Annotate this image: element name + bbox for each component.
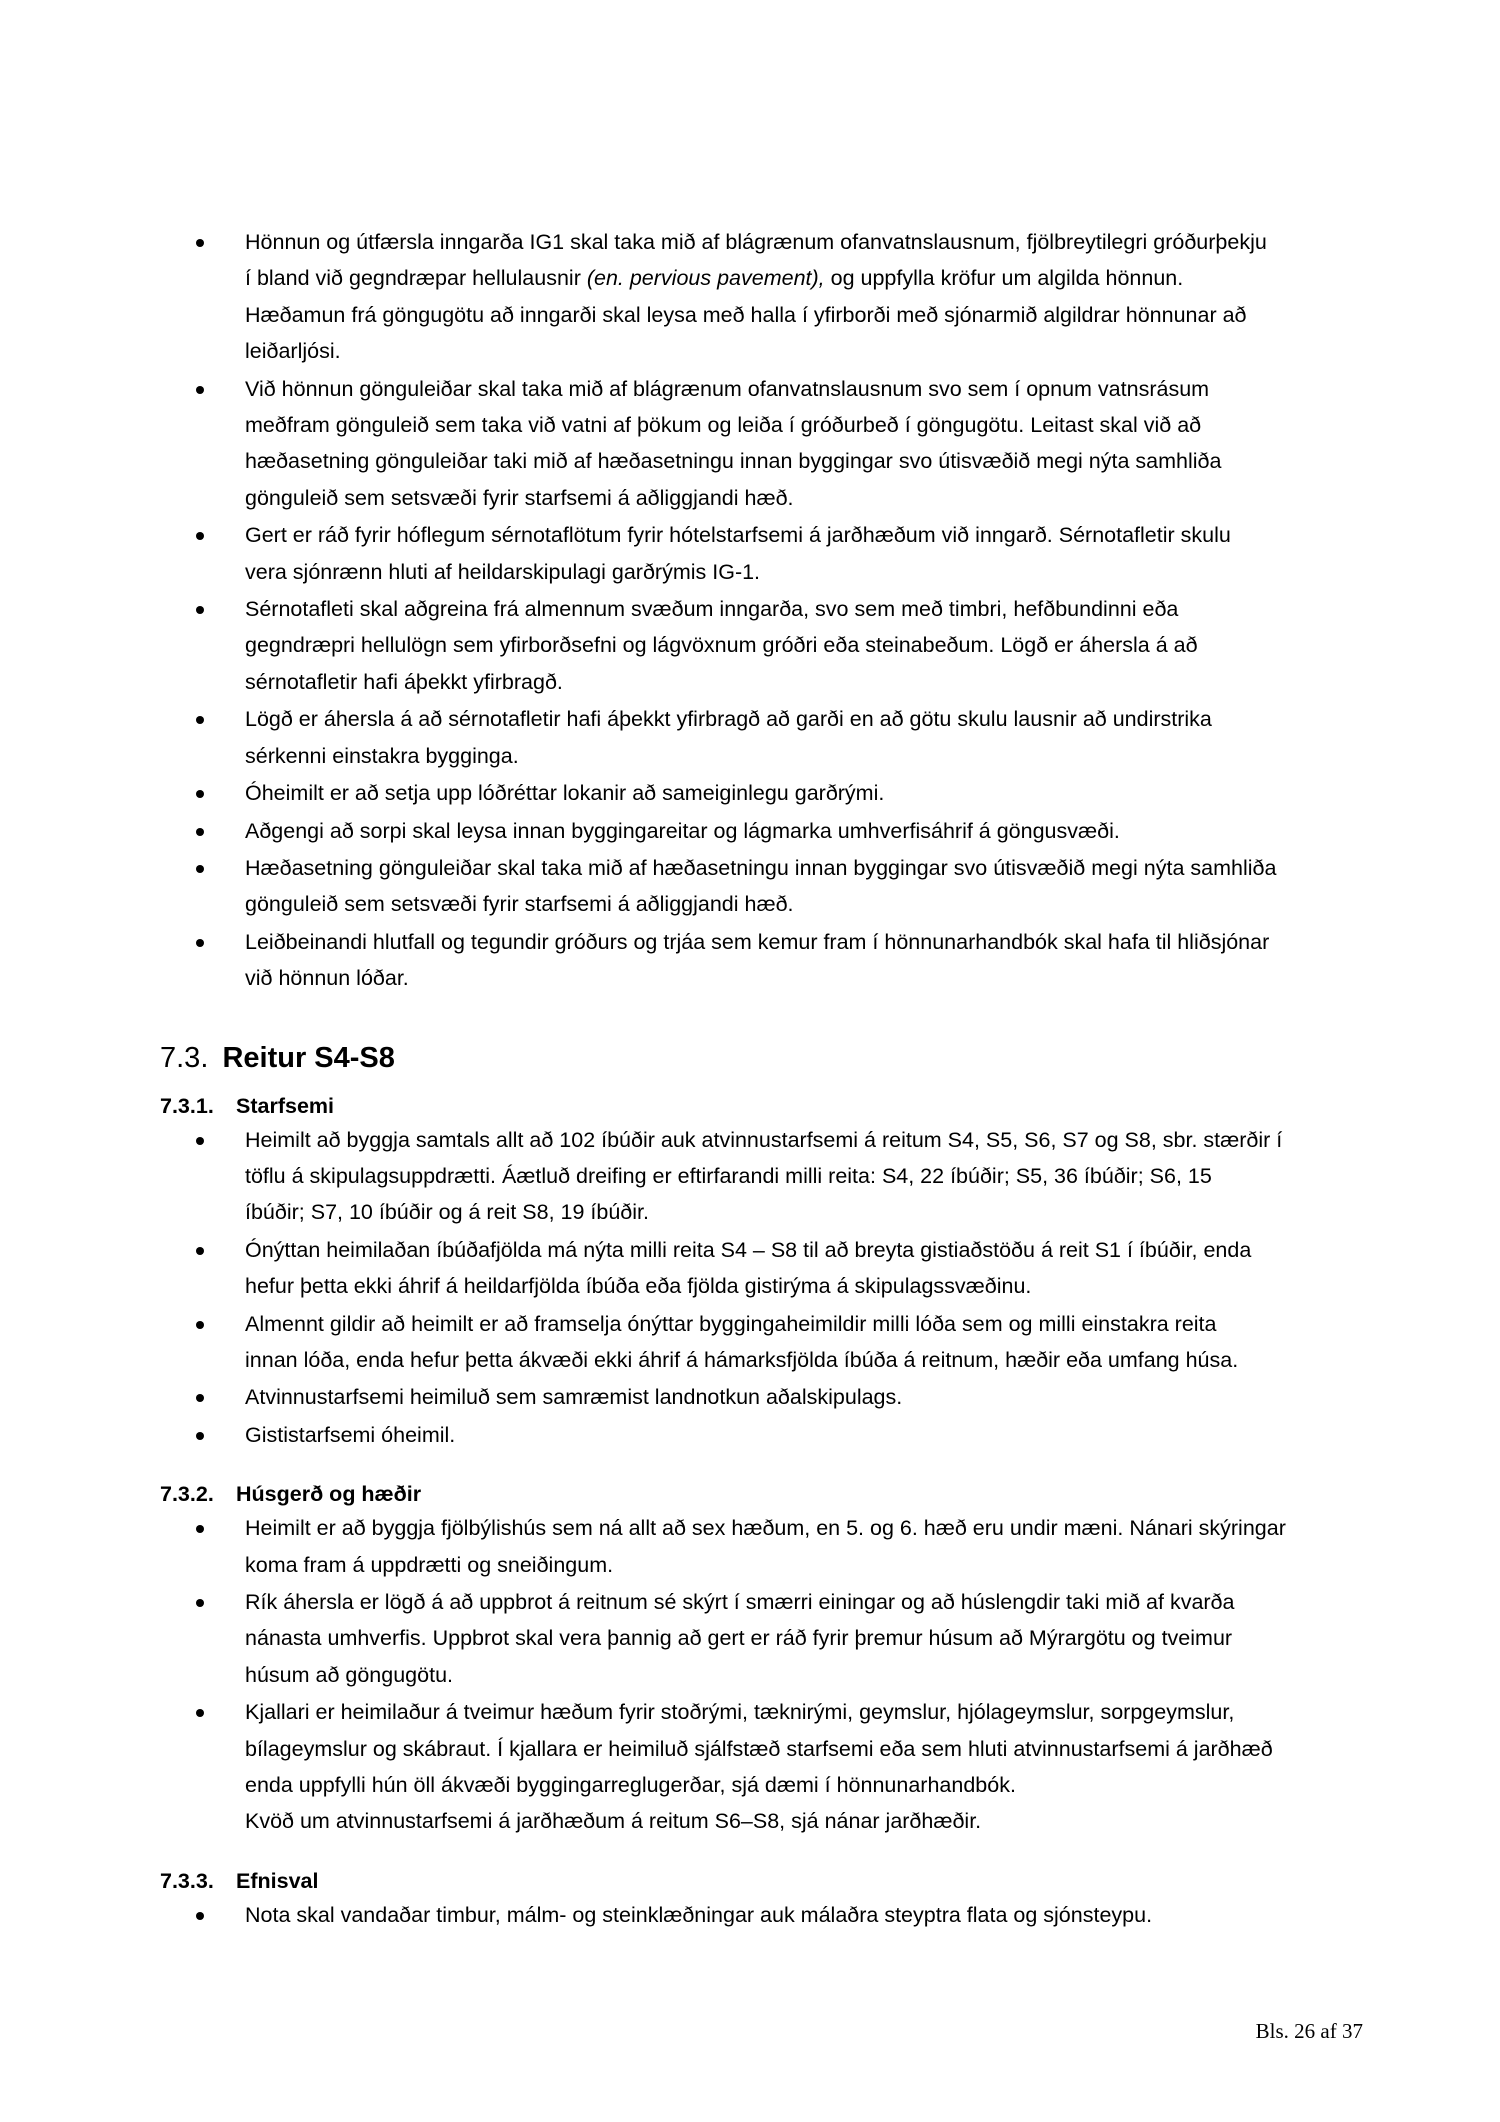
text-segment: Heimilt að byggja samtals allt að 102 íbúðir auk atvinnustarfsemi á reitum S4, S5, S6, S7 og S8, sbr. stærðir í <box>245 1127 1283 1152</box>
bullet-icon <box>196 865 204 873</box>
text-line <box>245 1731 1360 1767</box>
text-segment: koma fram á uppdrætti og sneiðingum. <box>245 1552 614 1577</box>
text-line <box>245 443 1360 479</box>
text-line <box>245 1657 1360 1693</box>
text-segment: við hönnun lóðar. <box>245 966 409 991</box>
bullet-icon <box>196 1599 204 1607</box>
page-content <box>160 224 1360 1934</box>
text-segment: Sérnotafleti skal aðgreina frá almennum svæðum inngarða, svo sem með timbri, hefðbundinni eða <box>245 597 1179 622</box>
bullet-icon <box>196 828 204 836</box>
page-number: Bls. 26 af 37 <box>1255 2019 1363 2043</box>
text-segment: gönguleið sem setsvæði fyrir starfsemi á aðliggjandi hæð. <box>245 485 794 510</box>
text-segment: Kvöð um atvinnustarfsemi á jarðhæðum á reitum S6–S8, sjá nánar jarðhæðir. <box>245 1809 982 1834</box>
text-segment: Aðgengi að sorpi skal leysa innan byggingareitar og lágmarka umhverfisáhrif á göngusvæði. <box>245 818 1120 843</box>
section-heading <box>160 1038 1360 1078</box>
subsection-heading <box>160 1478 1360 1510</box>
text-line <box>245 664 1360 700</box>
text-segment: í bland við gegndræpar hellulausnir <box>245 266 587 291</box>
bullet-icon <box>196 1137 204 1145</box>
text-segment: Hönnun og útfærsla inngarða IG1 skal taka mið af blágrænum ofanvatnslausnum, fjölbreytilegri gróðurþekju <box>245 230 1267 254</box>
text-line <box>245 1767 1360 1803</box>
text-segment: gönguleið sem setsvæði fyrir starfsemi á aðliggjandi hæð. <box>245 892 794 917</box>
text-line <box>245 333 1360 369</box>
text-segment: Gert er ráð fyrir hóflegum sérnotaflötum fyrir hótelstarfsemi á jarðhæðum við inngarð. Sérnotafletir skulu <box>245 523 1231 548</box>
text-segment: Lögð er áhersla á að sérnotafletir hafi áþekkt yfirbragð að garði en að götu skulu lausnir að undirstrika <box>245 707 1212 732</box>
text-segment: vera sjónrænn hluti af heildarskipulagi garðrýmis IG-1. <box>245 559 761 584</box>
text-line <box>245 371 1360 407</box>
text-segment: enda uppfylli hún öll ákvæði byggingarreglugerðar, sjá dæmi í hönnunarhandbók. <box>245 1773 1016 1798</box>
text-line <box>245 1158 1360 1194</box>
text-segment: Hæðamun frá göngugötu að inngarði skal leysa með halla í yfirborði með sjónarmið algildrar hönnunar að <box>245 302 1247 327</box>
text-segment: bílageymslur og skábraut. Í kjallara er heimiluð sjálfstæð starfsemi eða sem hluti atvinnustarfsemi á jarðhæð <box>245 1736 1273 1761</box>
list-item <box>160 1417 1360 1453</box>
bullet-icon <box>196 790 204 798</box>
text-line <box>245 297 1360 333</box>
text-line <box>245 1122 1360 1158</box>
text-line <box>245 738 1360 774</box>
list-item <box>160 1510 1360 1583</box>
text-segment: hæðasetning gönguleiðar taki mið af hæðasetningu innan byggingar svo útisvæðið megi nýta samhliða <box>245 449 1222 474</box>
subsection-number: 7.3.1. <box>160 1093 214 1118</box>
text-segment: gegndræpri hellulögn sem yfirborðsefni og lágvöxnum gróðri eða steinabeðum. Lögð er áhersla á að <box>245 633 1198 658</box>
text-line <box>245 1342 1360 1378</box>
text-segment: töflu á skipulagsuppdrætti. Áætluð dreifing er eftirfarandi milli reita: S4, 22 íbúðir; S5, 36 íbúðir; S6, 15 <box>245 1163 1212 1188</box>
text-line <box>245 627 1360 663</box>
text-line <box>245 591 1360 627</box>
subsection-heading <box>160 1090 1360 1122</box>
bullet-icon <box>196 239 204 247</box>
bullet-icon <box>196 1321 204 1329</box>
text-segment: íbúðir; S7, 10 íbúðir og á reit S8, 19 íbúðir. <box>245 1200 649 1225</box>
list-item <box>160 850 1360 923</box>
subsection-bullet-list <box>160 1122 1360 1454</box>
bullet-icon <box>196 939 204 947</box>
text-segment: Almennt gildir að heimilt er að framselja ónýttar byggingaheimildir milli lóða sem og milli einstakra reita <box>245 1311 1217 1336</box>
subsection-number: 7.3.2. <box>160 1482 214 1507</box>
text-segment: hefur þetta ekki áhrif á heildarfjölda íbúða eða fjölda gistirýma á skipulagssvæðinu. <box>245 1274 1032 1299</box>
text-segment: húsum að göngugötu. <box>245 1662 453 1687</box>
list-item <box>160 1122 1360 1231</box>
text-segment: meðfram gönguleið sem taka við vatni af þökum og leiða í gróðurbeð í göngugötu. Leitast skal við að <box>245 413 1202 438</box>
text-segment: Kjallari er heimilaður á tveimur hæðum fyrir stoðrými, tæknirými, geymslur, hjólageymslur, sorpgeymslur, <box>245 1700 1235 1725</box>
text-segment: Óheimilt er að setja upp lóðréttar lokanir að sameiginlegu garðrými. <box>245 781 885 806</box>
subsection-title: Starfsemi <box>236 1093 334 1118</box>
subsection-bullet-list <box>160 1510 1360 1840</box>
text-line <box>245 554 1360 590</box>
text-segment: sérnotafletir hafi áþekkt yfirbragð. <box>245 669 563 694</box>
text-line <box>245 1379 1360 1415</box>
text-segment: Rík áhersla er lögð á að uppbrot á reitnum sé skýrt í smærri einingar og að húslengdir taki mið af kvarða <box>245 1590 1235 1614</box>
bullet-icon <box>196 1525 204 1533</box>
subsection-title: Húsgerð og hæðir <box>236 1482 422 1507</box>
text-segment: leiðarljósi. <box>245 339 341 364</box>
text-line <box>245 1897 1360 1933</box>
bullet-icon <box>196 1247 204 1255</box>
subsection-bullet-list <box>160 1897 1360 1933</box>
list-item <box>160 224 1360 370</box>
bullet-icon <box>196 1394 204 1402</box>
text-line <box>245 224 1360 260</box>
text-line <box>245 1547 1360 1583</box>
list-item <box>160 591 1360 700</box>
text-line <box>245 1510 1360 1546</box>
text-line <box>245 1417 1360 1453</box>
subsections <box>160 1090 1360 1934</box>
text-segment: Hæðasetning gönguleiðar skal taka mið af hæðasetningu innan byggingar svo útisvæðið megi nýta samhliða <box>245 855 1277 880</box>
subsection-title: Efnisval <box>236 1868 319 1893</box>
list-item <box>160 775 1360 811</box>
text-line <box>245 1194 1360 1230</box>
list-item <box>160 1306 1360 1379</box>
list-item <box>160 1584 1360 1693</box>
text-line <box>245 1694 1360 1730</box>
text-segment: Ónýttan heimilaðan íbúðafjölda má nýta milli reita S4 – S8 til að breyta gistiaðstöðu á reit S1 í íbúðir, enda <box>245 1237 1252 1262</box>
text-segment: sérkenni einstakra bygginga. <box>245 743 519 768</box>
text-line <box>245 886 1360 922</box>
subsection-number: 7.3.3. <box>160 1868 214 1893</box>
text-segment: Leiðbeinandi hlutfall og tegundir gróðurs og trjáa sem kemur fram í hönnunarhandbók skal hafa til hliðsjónar <box>245 929 1270 954</box>
text-segment: nánasta umhverfis. Uppbrot skal vera þannig að gert er ráð fyrir þremur húsum að Mýrargötu og tveimur <box>245 1626 1233 1651</box>
list-item <box>160 924 1360 997</box>
text-segment: Gististarfsemi óheimil. <box>245 1422 456 1447</box>
section-title: Reitur S4-S8 <box>222 1041 395 1074</box>
text-line <box>245 407 1360 443</box>
bullet-icon <box>196 386 204 394</box>
text-segment: Atvinnustarfsemi heimiluð sem samræmist landnotkun aðalskipulags. <box>245 1385 903 1410</box>
section-number: 7.3. <box>160 1041 209 1074</box>
text-line <box>245 517 1360 553</box>
italic-text: (en. pervious pavement), <box>586 266 825 291</box>
bullet-icon <box>196 1432 204 1440</box>
text-line <box>245 1584 1360 1620</box>
bullet-icon <box>196 532 204 540</box>
bullet-icon <box>196 1912 204 1920</box>
bullet-icon <box>196 716 204 724</box>
list-item <box>160 1897 1360 1933</box>
list-item <box>160 701 1360 774</box>
text-line <box>245 480 1360 516</box>
subsection-heading <box>160 1865 1360 1897</box>
text-segment: innan lóða, enda hefur þetta ákvæði ekki áhrif á hámarksfjölda íbúða á reitnum, hæðir eða umfang húsa. <box>245 1347 1239 1372</box>
text-line <box>245 850 1360 886</box>
text-line <box>245 960 1360 996</box>
text-segment: Við hönnun gönguleiðar skal taka mið af blágrænum ofanvatnslausnum svo sem í opnum vatnsrásum <box>245 376 1210 401</box>
list-item <box>160 371 1360 517</box>
text-segment: og uppfylla kröfur um algilda hönnun. <box>824 266 1184 291</box>
text-line <box>245 1803 1360 1839</box>
bullet-icon <box>196 1709 204 1717</box>
text-line <box>245 813 1360 849</box>
text-line <box>245 260 1360 296</box>
text-segment: Nota skal vandaðar timbur, málm- og steinklæðningar auk málaðra steyptra flata og sjónsteypu. <box>245 1902 1153 1927</box>
text-line <box>245 701 1360 737</box>
text-line <box>245 1620 1360 1656</box>
text-segment: Heimilt er að byggja fjölbýlishús sem ná allt að sex hæðum, en 5. og 6. hæð eru undir mæni. Nánari skýringar <box>245 1516 1286 1541</box>
list-item <box>160 813 1360 849</box>
list-item <box>160 1694 1360 1840</box>
text-line <box>245 1232 1360 1268</box>
text-line <box>245 1306 1360 1342</box>
text-line <box>245 1268 1360 1304</box>
list-item <box>160 517 1360 590</box>
list-item <box>160 1232 1360 1305</box>
list-item <box>160 1379 1360 1415</box>
bullet-icon <box>196 606 204 614</box>
text-line <box>245 775 1360 811</box>
intro-bullet-list <box>160 224 1360 997</box>
text-line <box>245 924 1360 960</box>
